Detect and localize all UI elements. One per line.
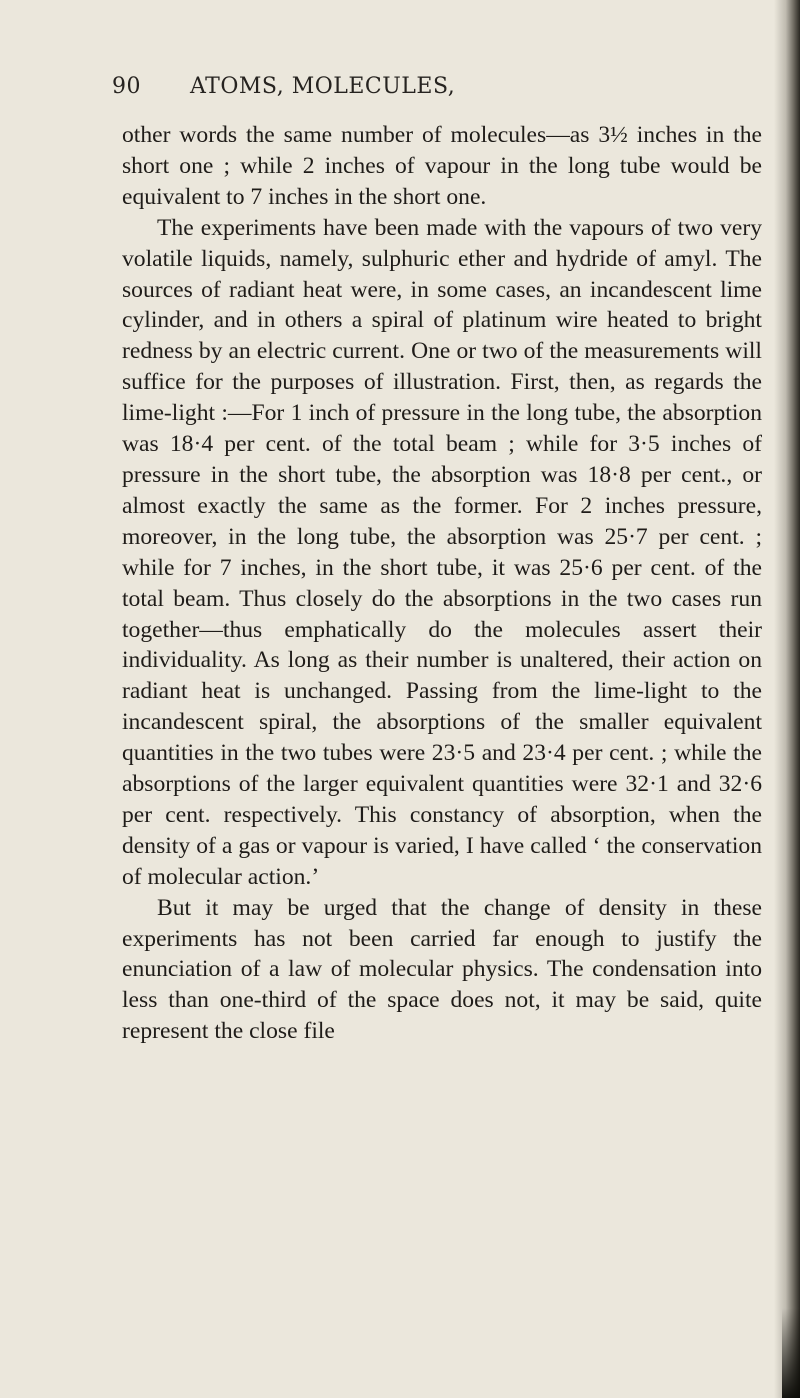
paragraph-experiments: The experiments have been made with the vapours of two very volatile liquids, namely, sulphuric ether and hydride of amyl. The sources of radiant heat were, in some cases, an incandescent lime cylinder, and in others a spiral of platinum wire heated to bright redness by an electric current. One or two of the measurements will suffice for the purposes of illustration. First, then, as regards the lime-light :—For 1 inch of pressure in the long tube, the absorption was 18·4 per cent. of the total beam ; while for 3·5 inches of pressure in the short tube, the absorption was 18·8 per cent., or almost exactly the same as the former. For 2 inches pressure, moreover, in the long tube, the absorption was 25·7 per cent. ; while for 7 inches, in the short tube, it was 25·6 per cent. of the total beam. Thus closely do the absorptions in the two cases run together—thus emphatically do the molecules assert their individuality. As long as their number is unaltered, their action on radiant heat is unchanged. Passing from the lime-light to the incandescent spiral, the absorptions of the smaller equivalent quantities in the two tubes were 23·5 and 23·4 per cent. ; while the absorptions of the larger equivalent quantities were 32·1 and 32·6 per cent. respectively. This constancy of absorption, when the density of a gas or vapour is varied, I have called ‘ the conservation of molecular action.’ bbox=[122, 214, 762, 890]
page-number: 90 bbox=[112, 74, 141, 99]
page-corner-shadow bbox=[782, 1308, 800, 1398]
running-head bbox=[112, 74, 455, 99]
body-text bbox=[122, 120, 762, 1047]
paragraph-continuation: other words the same number of molecules—as 3½ inches in the short one ; while 2 inches of vapour in the long tube would be equivalent to 7 inches in the short one. bbox=[122, 122, 762, 210]
paragraph-objection: But it may be urged that the change of density in these experiments has not been carried far enough to justify the enunciation of a law of molecular physics. The condensation into less than one-third of the space does not, it may be said, quite represent the close file bbox=[122, 894, 762, 1045]
page-edge-shadow bbox=[774, 0, 800, 1398]
running-title: ATOMS, MOLECULES, bbox=[190, 74, 456, 99]
